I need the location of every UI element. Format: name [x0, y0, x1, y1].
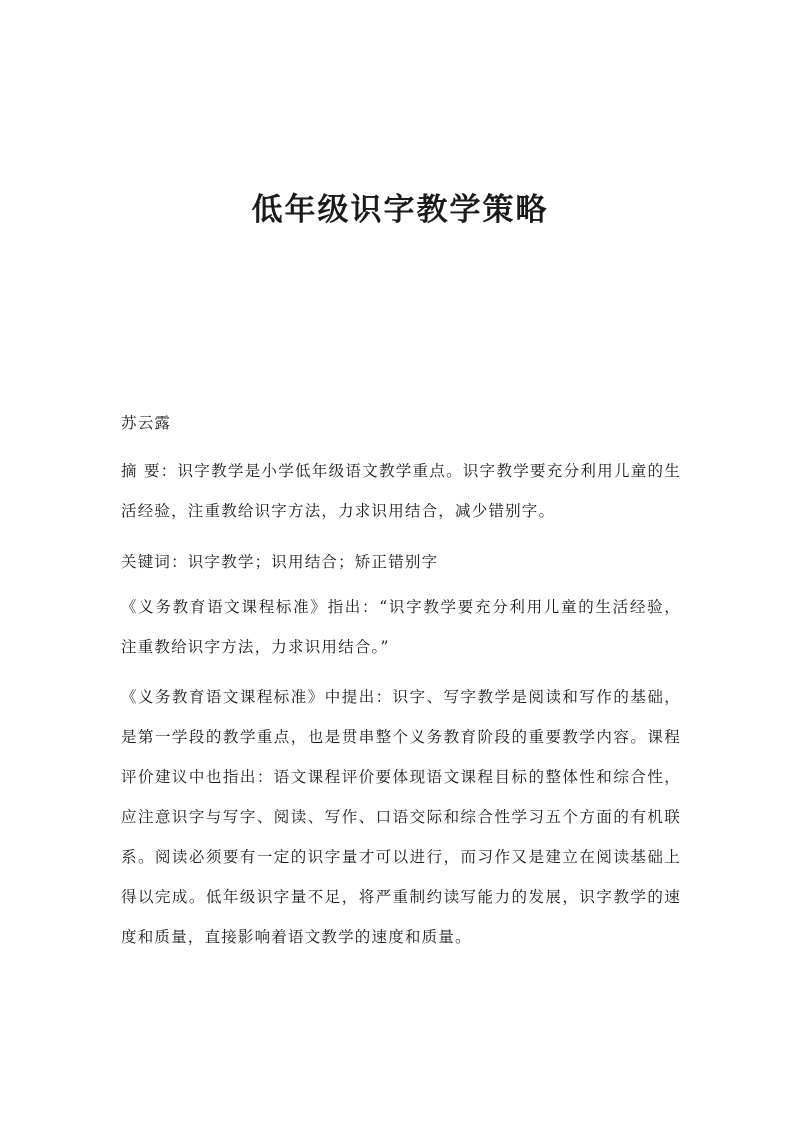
keywords-line: 关键词：识字教学；识用结合；矫正错别字 [121, 553, 439, 571]
author-name: 苏云露 [121, 414, 172, 432]
body-paragraph-1: 《义务教育语文课程标准》指出：“识字教学要充分利用儿童的生活经验，注重教给识字方法，力求识用结合。” [121, 598, 681, 656]
abstract-paragraph: 摘 要：识字教学是小学低年级语文教学重点。识字教学要充分利用儿童的生活经验，注重教给识字方法，力求识用结合，减少错别字。 [121, 462, 681, 520]
document-title: 低年级识字教学策略 [251, 192, 549, 228]
body-paragraph-2: 《义务教育语文课程标准》中提出：识字、写字教学是阅读和写作的基础，是第一学段的教学重点，也是贯串整个义务教育阶段的重要教学内容。课程评价建议中也指出：语文课程评价要体现语文课程目标的整体性和综合性，应注意识字与写字、阅读、写作、口语交际和综合性学习五个方面的有机联系。阅读必须要有一定的识字量才可以进行，而习作又是建立在阅读基础上得以完成。低年级识字量不足，将严重制约读写能力的发展，识字教学的速度和质量，直接影响着语文教学的速度和质量。 [121, 688, 681, 946]
